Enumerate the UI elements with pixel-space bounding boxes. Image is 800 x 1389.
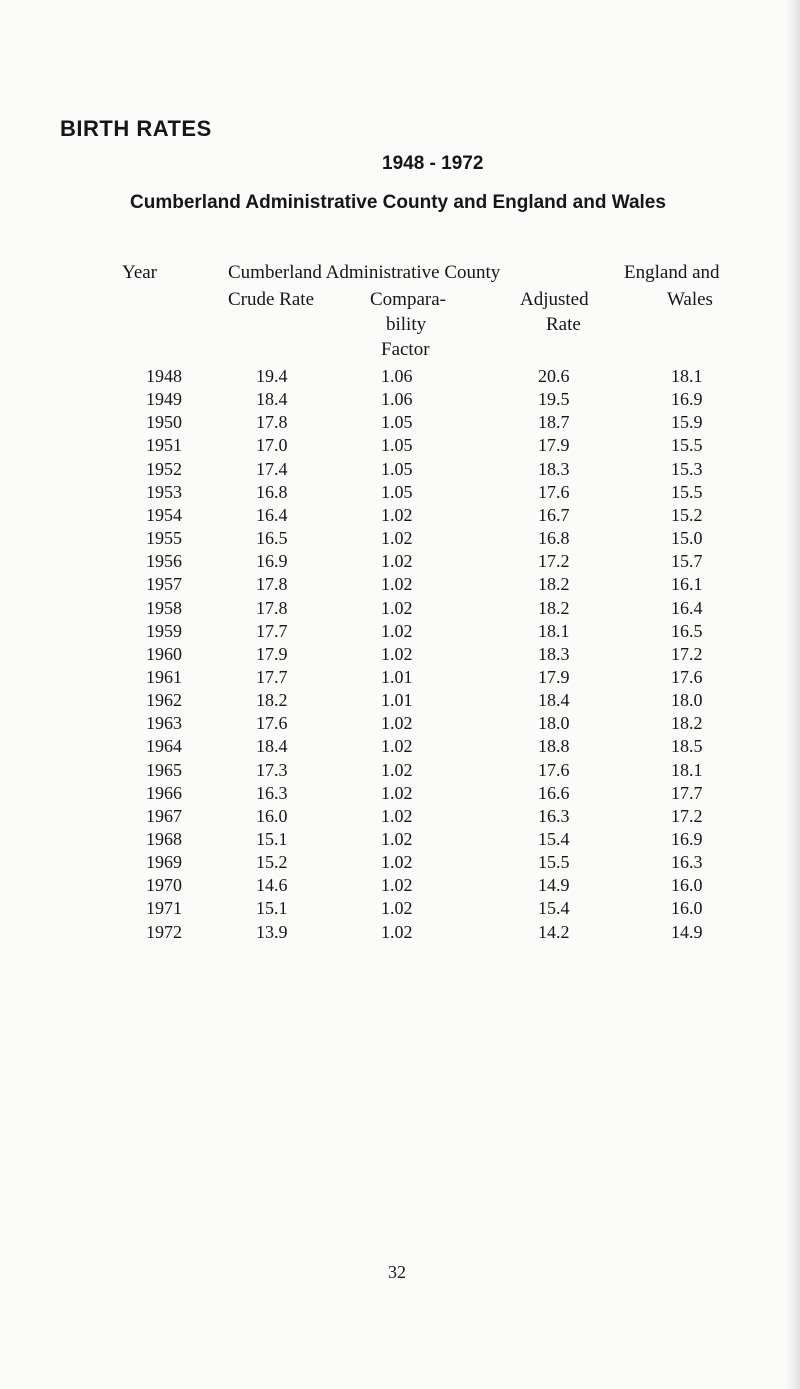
cell-comparability-factor: 1.05 bbox=[381, 412, 413, 433]
cell-comparability-factor: 1.01 bbox=[381, 666, 413, 687]
cell-year: 1953 bbox=[146, 481, 182, 502]
cell-england-wales-rate: 18.2 bbox=[671, 713, 703, 734]
cell-england-wales-rate: 16.9 bbox=[671, 829, 703, 849]
cell-england-wales-rate: 16.0 bbox=[671, 875, 703, 896]
cell-adjusted-rate: 18.8 bbox=[538, 736, 570, 757]
cell-adjusted-rate: 18.3 bbox=[538, 458, 570, 479]
cell-adjusted-rate: 14.9 bbox=[538, 875, 570, 896]
page-edge-shadow bbox=[786, 0, 800, 1389]
cell-comparability-factor: 1.02 bbox=[381, 574, 413, 595]
cell-england-wales-rate: 16.0 bbox=[671, 898, 703, 919]
cell-comparability-factor: 1.02 bbox=[381, 898, 413, 919]
cell-adjusted-rate: 17.6 bbox=[538, 481, 570, 502]
cell-comparability-factor: 1.02 bbox=[381, 620, 413, 641]
header-adjusted-line1: Adjusted bbox=[520, 289, 589, 310]
cell-year: 1966 bbox=[146, 782, 182, 803]
cell-england-wales-rate: 15.0 bbox=[671, 528, 703, 549]
cell-comparability-factor: 1.02 bbox=[381, 852, 413, 873]
cell-comparability-factor: 1.02 bbox=[381, 805, 413, 826]
cell-crude-rate: 16.9 bbox=[256, 551, 288, 572]
header-cumberland-group: Cumberland Administrative County bbox=[228, 262, 501, 283]
cell-england-wales-rate: 15.5 bbox=[671, 481, 703, 502]
cell-crude-rate: 18.4 bbox=[256, 389, 288, 410]
header-england-wales-line2: Wales bbox=[667, 289, 713, 310]
cell-comparability-factor: 1.01 bbox=[381, 690, 413, 711]
cell-england-wales-rate: 15.2 bbox=[671, 504, 703, 525]
header-comparability-line1: Compara- bbox=[370, 289, 446, 310]
cell-crude-rate: 15.1 bbox=[256, 829, 288, 849]
cell-crude-rate: 17.3 bbox=[256, 759, 288, 780]
cell-comparability-factor: 1.02 bbox=[381, 759, 413, 780]
cell-year: 1949 bbox=[146, 389, 182, 410]
cell-adjusted-rate: 14.2 bbox=[538, 921, 570, 942]
cell-england-wales-rate: 14.9 bbox=[671, 921, 703, 942]
cell-crude-rate: 16.4 bbox=[256, 504, 288, 525]
cell-year: 1967 bbox=[146, 805, 182, 826]
subtitle-heading: Cumberland Administrative County and England and Wales bbox=[130, 192, 666, 213]
cell-england-wales-rate: 18.5 bbox=[671, 736, 703, 757]
cell-year: 1959 bbox=[146, 620, 182, 641]
cell-adjusted-rate: 20.6 bbox=[538, 366, 570, 386]
cell-adjusted-rate: 16.6 bbox=[538, 782, 570, 803]
cell-england-wales-rate: 18.1 bbox=[671, 366, 703, 386]
cell-comparability-factor: 1.05 bbox=[381, 458, 413, 479]
cell-year: 1970 bbox=[146, 875, 182, 896]
cell-england-wales-rate: 17.7 bbox=[671, 782, 703, 803]
cell-year: 1952 bbox=[146, 458, 182, 479]
cell-comparability-factor: 1.02 bbox=[381, 551, 413, 572]
cell-year: 1972 bbox=[146, 921, 182, 942]
cell-comparability-factor: 1.02 bbox=[381, 713, 413, 734]
cell-year: 1957 bbox=[146, 574, 182, 595]
cell-crude-rate: 17.4 bbox=[256, 458, 288, 479]
cell-england-wales-rate: 16.1 bbox=[671, 574, 703, 595]
cell-adjusted-rate: 15.4 bbox=[538, 898, 570, 919]
cell-comparability-factor: 1.02 bbox=[381, 736, 413, 757]
cell-crude-rate: 19.4 bbox=[256, 366, 288, 386]
cell-crude-rate: 16.5 bbox=[256, 528, 288, 549]
cell-adjusted-rate: 17.2 bbox=[538, 551, 570, 572]
cell-england-wales-rate: 15.9 bbox=[671, 412, 703, 433]
cell-year: 1958 bbox=[146, 597, 182, 618]
cell-crude-rate: 17.8 bbox=[256, 412, 288, 433]
cell-adjusted-rate: 19.5 bbox=[538, 389, 570, 410]
cell-comparability-factor: 1.02 bbox=[381, 782, 413, 803]
cell-england-wales-rate: 15.5 bbox=[671, 435, 703, 456]
cell-crude-rate: 16.3 bbox=[256, 782, 288, 803]
cell-adjusted-rate: 18.3 bbox=[538, 643, 570, 664]
header-year: Year bbox=[122, 262, 158, 283]
cell-year: 1961 bbox=[146, 666, 182, 687]
cell-adjusted-rate: 18.2 bbox=[538, 597, 570, 618]
cell-comparability-factor: 1.02 bbox=[381, 504, 413, 525]
cell-crude-rate: 17.8 bbox=[256, 574, 288, 595]
cell-year: 1964 bbox=[146, 736, 182, 757]
page-title: BIRTH RATES bbox=[60, 116, 212, 141]
cell-crude-rate: 16.0 bbox=[256, 805, 288, 826]
cell-england-wales-rate: 16.9 bbox=[671, 389, 703, 410]
cell-crude-rate: 18.4 bbox=[256, 736, 288, 757]
cell-adjusted-rate: 17.9 bbox=[538, 435, 570, 456]
cell-year: 1955 bbox=[146, 528, 182, 549]
cell-crude-rate: 17.7 bbox=[256, 620, 288, 641]
period-heading: 1948 - 1972 bbox=[382, 153, 484, 174]
cell-comparability-factor: 1.06 bbox=[381, 366, 413, 386]
header-england-wales-line1: England and bbox=[624, 262, 720, 283]
cell-england-wales-rate: 17.2 bbox=[671, 643, 703, 664]
cell-adjusted-rate: 16.7 bbox=[538, 504, 570, 525]
cell-year: 1971 bbox=[146, 898, 182, 919]
cell-year: 1969 bbox=[146, 852, 182, 873]
cell-adjusted-rate: 18.4 bbox=[538, 690, 570, 711]
cell-england-wales-rate: 16.3 bbox=[671, 852, 703, 873]
cell-crude-rate: 15.1 bbox=[256, 898, 288, 919]
cell-adjusted-rate: 16.3 bbox=[538, 805, 570, 826]
cell-comparability-factor: 1.02 bbox=[381, 921, 413, 942]
cell-year: 1956 bbox=[146, 551, 182, 572]
header-crude-rate: Crude Rate bbox=[228, 289, 315, 310]
cell-crude-rate: 16.8 bbox=[256, 481, 288, 502]
cell-year: 1962 bbox=[146, 690, 182, 711]
cell-england-wales-rate: 15.3 bbox=[671, 458, 703, 479]
cell-adjusted-rate: 15.5 bbox=[538, 852, 570, 873]
cell-crude-rate: 17.6 bbox=[256, 713, 288, 734]
header-adjusted-line2: Rate bbox=[546, 314, 581, 335]
cell-comparability-factor: 1.05 bbox=[381, 435, 413, 456]
cell-year: 1965 bbox=[146, 759, 182, 780]
cell-year: 1951 bbox=[146, 435, 182, 456]
cell-england-wales-rate: 18.0 bbox=[671, 690, 703, 711]
cell-adjusted-rate: 16.8 bbox=[538, 528, 570, 549]
cell-adjusted-rate: 17.6 bbox=[538, 759, 570, 780]
cell-england-wales-rate: 16.5 bbox=[671, 620, 703, 641]
cell-year: 1960 bbox=[146, 643, 182, 664]
cell-crude-rate: 14.6 bbox=[256, 875, 288, 896]
cell-year: 1968 bbox=[146, 829, 182, 849]
cell-comparability-factor: 1.02 bbox=[381, 643, 413, 664]
cell-year: 1954 bbox=[146, 504, 182, 525]
cell-year: 1948 bbox=[146, 366, 182, 386]
page-number: 32 bbox=[388, 1262, 406, 1282]
cell-adjusted-rate: 18.7 bbox=[538, 412, 570, 433]
cell-comparability-factor: 1.05 bbox=[381, 481, 413, 502]
cell-year: 1950 bbox=[146, 412, 182, 433]
cell-crude-rate: 18.2 bbox=[256, 690, 288, 711]
header-comparability-line2: bility bbox=[386, 314, 427, 335]
cell-england-wales-rate: 17.2 bbox=[671, 805, 703, 826]
cell-comparability-factor: 1.02 bbox=[381, 875, 413, 896]
cell-year: 1963 bbox=[146, 713, 182, 734]
cell-crude-rate: 17.0 bbox=[256, 435, 288, 456]
cell-england-wales-rate: 17.6 bbox=[671, 666, 703, 687]
cell-adjusted-rate: 15.4 bbox=[538, 829, 570, 849]
header-comparability-line3: Factor bbox=[381, 339, 430, 360]
cell-comparability-factor: 1.02 bbox=[381, 528, 413, 549]
cell-crude-rate: 15.2 bbox=[256, 852, 288, 873]
cell-adjusted-rate: 18.1 bbox=[538, 620, 570, 641]
cell-adjusted-rate: 18.2 bbox=[538, 574, 570, 595]
cell-comparability-factor: 1.02 bbox=[381, 597, 413, 618]
cell-adjusted-rate: 17.9 bbox=[538, 666, 570, 687]
cell-england-wales-rate: 16.4 bbox=[671, 597, 703, 618]
cell-crude-rate: 13.9 bbox=[256, 921, 288, 942]
cell-england-wales-rate: 15.7 bbox=[671, 551, 703, 572]
cell-comparability-factor: 1.02 bbox=[381, 829, 413, 849]
cell-crude-rate: 17.8 bbox=[256, 597, 288, 618]
cell-crude-rate: 17.9 bbox=[256, 643, 288, 664]
cell-adjusted-rate: 18.0 bbox=[538, 713, 570, 734]
cell-crude-rate: 17.7 bbox=[256, 666, 288, 687]
cell-comparability-factor: 1.06 bbox=[381, 389, 413, 410]
cell-england-wales-rate: 18.1 bbox=[671, 759, 703, 780]
